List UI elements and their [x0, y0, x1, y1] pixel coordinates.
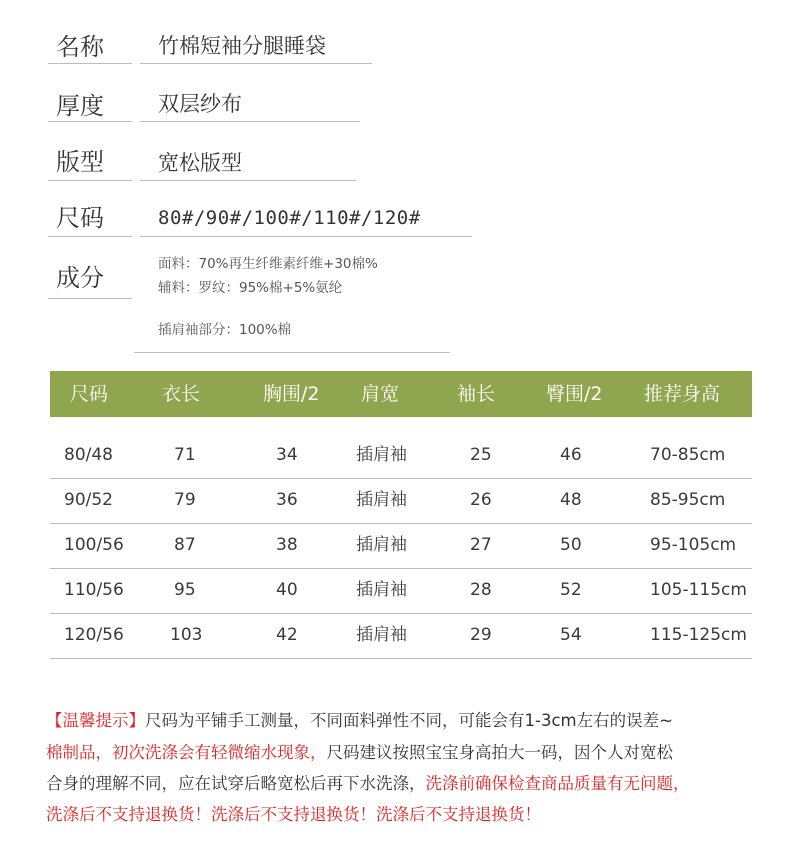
spec-thickness-label: 厚度	[56, 92, 104, 120]
notice-line	[46, 738, 766, 768]
cell-hip: 48	[560, 490, 582, 510]
divider	[140, 63, 372, 64]
cell-height: 95-105cm	[650, 535, 737, 555]
cell-sleeve: 27	[470, 535, 492, 555]
header-cell: 衣长	[162, 383, 201, 405]
notice-text: 尺码建议按照宝宝身高拍大一码，因个人对宽松	[326, 743, 673, 762]
divider	[140, 236, 472, 237]
cell-length: 87	[174, 535, 196, 555]
divider	[134, 352, 450, 353]
table-row	[50, 613, 752, 659]
cell-shoulder: 插肩袖	[356, 580, 407, 600]
cell-height: 105-115cm	[650, 580, 747, 600]
notice-text: 合身的理解不同，应在试穿后略宽松后再下水洗涤，	[46, 774, 426, 793]
table-row	[50, 568, 752, 614]
header-cell: 胸围/2	[263, 383, 320, 405]
cell-chest: 42	[276, 625, 298, 645]
cell-length: 71	[174, 445, 196, 465]
cell-hip: 54	[560, 625, 582, 645]
cell-hip: 46	[560, 445, 582, 465]
header-cell: 肩宽	[361, 383, 400, 405]
cell-length: 103	[170, 625, 203, 645]
table-row	[50, 523, 752, 569]
divider	[48, 63, 132, 64]
cell-chest: 38	[276, 535, 298, 555]
cell-size: 100/56	[64, 535, 124, 555]
spec-size-value: 80#/90#/100#/110#/120#	[158, 207, 421, 229]
spec-size-label: 尺码	[56, 204, 104, 232]
cell-chest: 40	[276, 580, 298, 600]
divider	[140, 180, 356, 181]
cell-shoulder: 插肩袖	[356, 490, 407, 510]
spec-thickness-value: 双层纱布	[158, 92, 242, 116]
cell-height: 70-85cm	[650, 445, 726, 465]
notice-line	[46, 706, 766, 736]
spec-fit-label: 版型	[56, 148, 104, 176]
cell-shoulder: 插肩袖	[356, 625, 407, 645]
notice-line	[46, 769, 766, 799]
cell-size: 120/56	[64, 625, 124, 645]
header-cell: 袖长	[457, 383, 496, 405]
cell-shoulder: 插肩袖	[356, 445, 407, 465]
table-header	[50, 371, 752, 417]
cell-size: 90/52	[64, 490, 113, 510]
notice-warning: 洗涤前确保检查商品质量有无问题，	[425, 774, 690, 793]
cell-chest: 34	[276, 445, 298, 465]
composition-line: 辅料：罗纹：95%棉+5%氨纶	[158, 280, 343, 296]
divider	[48, 298, 132, 299]
cell-sleeve: 29	[470, 625, 492, 645]
divider	[140, 121, 360, 122]
cell-size: 80/48	[64, 445, 113, 465]
table-row	[50, 478, 752, 524]
cell-size: 110/56	[64, 580, 124, 600]
composition-line: 插肩袖部分：100%棉	[158, 322, 292, 338]
notice-text: 尺码为平铺手工测量，不同面料弹性不同，可能会有1-3cm左右的误差~	[145, 711, 673, 730]
divider	[48, 180, 132, 181]
cell-chest: 36	[276, 490, 298, 510]
cell-hip: 52	[560, 580, 582, 600]
cell-sleeve: 25	[470, 445, 492, 465]
cell-length: 95	[174, 580, 196, 600]
divider	[48, 121, 132, 122]
notice-warning: 棉制品，初次洗涤会有轻微缩水现象，	[46, 743, 327, 762]
cell-hip: 50	[560, 535, 582, 555]
divider	[48, 236, 132, 237]
spec-name-label: 名称	[56, 33, 104, 61]
spec-fit-value: 宽松版型	[158, 151, 242, 175]
header-cell: 推荐身高	[644, 383, 721, 405]
cell-height: 85-95cm	[650, 490, 726, 510]
composition-line: 面料：70%再生纤维素纤维+30棉%	[158, 256, 378, 272]
cell-height: 115-125cm	[650, 625, 747, 645]
notice-warning: 洗涤后不支持退换货！洗涤后不支持退换货！洗涤后不支持退换货！	[46, 805, 541, 824]
cell-length: 79	[174, 490, 196, 510]
header-cell: 尺码	[70, 383, 109, 405]
cell-sleeve: 28	[470, 580, 492, 600]
spec-composition-label: 成分	[56, 264, 104, 292]
spec-name-value: 竹棉短袖分腿睡袋	[158, 34, 326, 58]
notice-tag: 【温馨提示】	[46, 711, 145, 730]
cell-shoulder: 插肩袖	[356, 535, 407, 555]
cell-sleeve: 26	[470, 490, 492, 510]
header-cell: 臀围/2	[546, 383, 603, 405]
table-row	[50, 433, 752, 479]
notice-line	[46, 800, 766, 830]
